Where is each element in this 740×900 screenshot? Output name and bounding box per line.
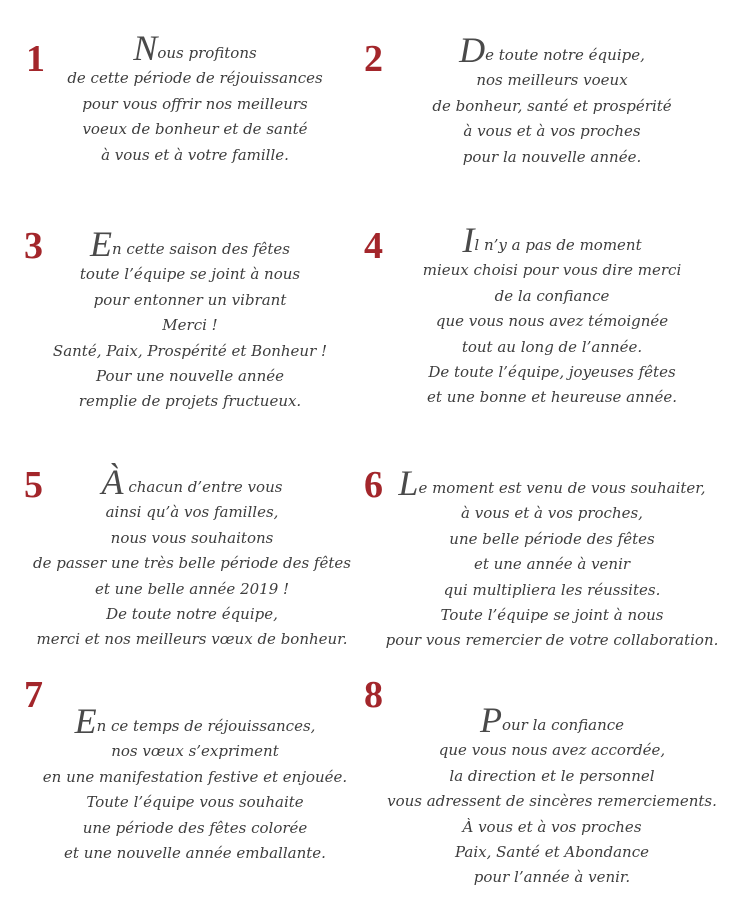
first-line-rest: our la confiance: [501, 716, 625, 734]
message-line: ainsi qu’à vos familles,: [105, 503, 279, 522]
message-text-8: [372, 702, 732, 891]
message-number-6: 6: [364, 464, 383, 506]
message-line: [15, 703, 375, 739]
message-line: pour vous remercier de votre collaboration.: [385, 631, 719, 650]
decorative-initial: N: [133, 28, 158, 68]
first-line-rest: ous profitons: [157, 44, 257, 62]
message-line: [372, 222, 732, 258]
first-line-rest: n ce temps de réjouissances,: [96, 717, 316, 735]
decorative-initial: D: [459, 30, 486, 70]
first-line-rest: n cette saison des fêtes: [112, 240, 290, 258]
message-text-6: [372, 465, 732, 654]
message-line: De toute notre équipe,: [106, 605, 278, 624]
decorative-initial: L: [398, 463, 419, 503]
message-line: pour entonner un vibrant: [93, 290, 287, 309]
message-line: de cette période de réjouissances: [67, 69, 323, 88]
message-line: de la confiance: [494, 286, 610, 305]
decorative-initial: À: [101, 462, 124, 502]
message-line: [372, 702, 732, 738]
decorative-initial: E: [90, 224, 112, 264]
message-line: de passer une très belle période des fêtes: [33, 554, 351, 573]
message-line: et une bonne et heureuse année.: [427, 388, 677, 407]
message-line: pour l’année à venir.: [473, 868, 631, 887]
message-text-7: [15, 703, 375, 866]
message-number-7: 7: [24, 674, 43, 716]
message-line: que vous nous avez accordée,: [438, 741, 666, 760]
message-line: la direction et le personnel: [449, 766, 655, 785]
message-line: De toute l’équipe, joyeuses fêtes: [428, 363, 676, 382]
message-text-5: [12, 464, 372, 653]
message-line: qui multipliera les réussites.: [443, 580, 661, 599]
message-line: tout au long de l’année.: [461, 337, 643, 356]
message-line: à vous et à vos proches: [463, 122, 641, 141]
message-line: Merci !: [162, 316, 218, 335]
message-line: et une nouvelle année emballante.: [64, 844, 326, 863]
message-line: une période des fêtes colorée: [82, 818, 308, 837]
decorative-initial: I: [462, 220, 475, 260]
message-line: [372, 32, 732, 68]
message-line: remplie de projets fructueux.: [78, 392, 302, 411]
message-line: Santé, Paix, Prospérité et Bonheur !: [52, 341, 328, 360]
message-line: à vous et à votre famille.: [101, 145, 289, 164]
message-text-3: [10, 226, 370, 415]
message-line: [15, 30, 375, 66]
message-line: pour vous offrir nos meilleurs: [82, 94, 308, 113]
message-line: pour la nouvelle année.: [462, 147, 642, 166]
message-line: en une manifestation festive et enjouée.: [42, 767, 348, 786]
first-line-rest: chacun d’entre vous: [123, 478, 283, 496]
message-line: à vous et à vos proches,: [461, 504, 643, 523]
message-text-2: [372, 32, 732, 170]
message-line: de bonheur, santé et prospérité: [432, 96, 672, 115]
message-line: nous vous souhaitons: [110, 528, 274, 547]
message-line: [10, 226, 370, 262]
message-line: Toute l’équipe se joint à nous: [440, 606, 664, 625]
message-line: toute l’équipe se joint à nous: [79, 265, 301, 284]
message-number-2: 2: [364, 38, 383, 80]
message-number-4: 4: [364, 225, 383, 267]
message-line: voeux de bonheur et de santé: [82, 120, 308, 139]
first-line-rest: l n’y a pas de moment: [474, 236, 642, 254]
message-line: vous adressent de sincères remerciements.: [387, 792, 717, 811]
message-line: [372, 465, 732, 501]
message-line: une belle période des fêtes: [449, 529, 655, 548]
message-line: que vous nous avez témoignée: [435, 312, 669, 331]
message-text-1: [15, 30, 375, 168]
message-line: [12, 464, 372, 500]
decorative-initial: P: [479, 700, 502, 740]
first-line-rest: e toute notre équipe,: [485, 46, 645, 64]
message-number-5: 5: [24, 464, 43, 506]
message-line: mieux choisi pour vous dire merci: [422, 261, 682, 280]
message-number-1: 1: [26, 38, 45, 80]
first-line-rest: e moment est venu de vous souhaiter,: [418, 479, 706, 497]
message-line: Paix, Santé et Abondance: [455, 843, 649, 862]
message-number-3: 3: [24, 225, 43, 267]
message-line: merci et nos meilleurs vœux de bonheur.: [36, 630, 348, 649]
message-line: À vous et à vos proches: [462, 817, 642, 836]
message-line: nos vœux s’expriment: [111, 742, 279, 761]
message-line: Pour une nouvelle année: [95, 367, 285, 386]
decorative-initial: E: [74, 701, 97, 741]
message-line: et une année à venir: [473, 555, 631, 574]
message-line: et une belle année 2019 !: [94, 579, 290, 598]
message-line: Toute l’équipe vous souhaite: [86, 793, 304, 812]
message-number-8: 8: [364, 674, 383, 716]
message-text-4: [372, 222, 732, 411]
message-line: nos meilleurs voeux: [476, 71, 628, 90]
